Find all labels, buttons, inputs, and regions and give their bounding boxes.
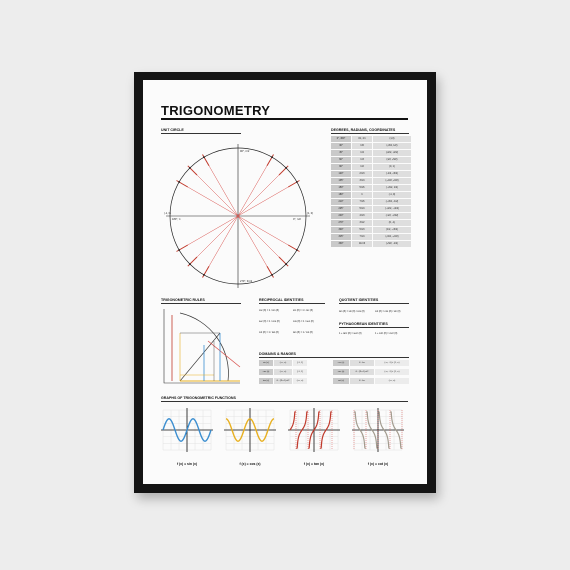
angle-point [203, 274, 205, 276]
graph-label-tan: f (x) = tan (x) [303, 462, 325, 466]
coordinate-cell: (0, 1) [373, 164, 411, 170]
graph-label-cot: f (x) = cot (x) [367, 462, 389, 466]
radian-cell: π [352, 192, 372, 198]
domain-cell: (-∞, ∞) [293, 378, 307, 384]
degrees-row [331, 185, 411, 192]
angle-ray [238, 168, 286, 216]
angle-tick [188, 166, 197, 175]
quotient-cot: cot (θ) = cos (θ) / sin (θ) [375, 310, 401, 313]
angle-point [285, 263, 287, 265]
domain-cell: (-∞, -1] ∪ [1, ∞) [375, 360, 409, 366]
graph-label-cos: f (x) = cos (x) [239, 462, 261, 466]
function-graphs [159, 402, 409, 464]
section-rule [331, 133, 409, 134]
angle-ray [179, 182, 238, 216]
degree-cell: 240° [331, 213, 351, 219]
degrees-row [331, 192, 411, 199]
coordinate-cell: (-√3/2, -1/2) [373, 199, 411, 205]
angle-point [203, 156, 205, 158]
degrees-row [331, 136, 411, 143]
domain-cell: sec (x) [333, 369, 349, 375]
section-rule [339, 327, 409, 328]
angle-point [178, 249, 180, 251]
degrees-row [331, 171, 411, 178]
degree-cell: 30° [331, 143, 351, 149]
section-rule [161, 303, 241, 304]
domain-cell: θ : kπ [350, 378, 374, 384]
coordinate-cell: (1/2, -√3/2) [373, 227, 411, 233]
quotient-heading: QUOTIENT IDENTITIES [339, 298, 379, 302]
coordinate-cell: (√2/2, -√2/2) [373, 234, 411, 240]
angle-ray [204, 216, 238, 275]
degree-cell: 135° [331, 178, 351, 184]
degrees-row [331, 234, 411, 241]
coordinate-cell: (-1/2, -√3/2) [373, 213, 411, 219]
angle-ray [190, 168, 238, 216]
angle-ray [238, 216, 272, 275]
rules-heading: TRIGONOMETRIC RULES [161, 298, 205, 302]
domain-cell: tan (x) [259, 378, 273, 384]
section-rule [339, 303, 409, 304]
domains-heading: DOMAINS & RANGES [259, 352, 296, 356]
coordinate-cell: (-1, 0) [373, 192, 411, 198]
radian-cell: 0π, 2π [352, 136, 372, 142]
angle-tick [279, 257, 288, 266]
degree-cell: 180° [331, 192, 351, 198]
angle-tick [279, 166, 288, 175]
poster [143, 80, 427, 484]
degrees-row [331, 220, 411, 227]
radian-cell: 2π/3 [352, 171, 372, 177]
pythagorean-1: 1 + tan² (θ) = sec² (θ) [339, 332, 362, 335]
identity-csc: csc (θ) = 1 / sin (θ) [259, 309, 279, 312]
angle-ray [238, 182, 297, 216]
angle-point [189, 167, 191, 169]
angle-point [271, 156, 273, 158]
label-left: 180°, π [172, 218, 181, 221]
radian-cell: π/4 [352, 150, 372, 156]
unit-circle-diagram [158, 136, 318, 296]
degrees-row [331, 157, 411, 164]
domain-cell: (-∞, -1] ∪ [1, ∞) [375, 369, 409, 375]
tan-curve [290, 412, 296, 430]
domain-cell: (-∞, ∞) [274, 369, 292, 375]
angle-ray [190, 216, 238, 264]
domain-cell: (-∞, ∞) [375, 378, 409, 384]
coordinate-cell: (-√3/2, 1/2) [373, 185, 411, 191]
degree-cell: 300° [331, 227, 351, 233]
title-rule [161, 118, 408, 120]
section-rule [259, 357, 409, 358]
domain-cell: (-∞, ∞) [274, 360, 292, 366]
trig-rules-diagram [160, 305, 244, 389]
degree-cell: 0°, 360° [331, 136, 351, 142]
angle-tick [188, 257, 197, 266]
radian-cell: 3π/2 [352, 220, 372, 226]
angle-point [178, 181, 180, 183]
degree-cell: 120° [331, 171, 351, 177]
coordinate-cell: (1/2, √3/2) [373, 157, 411, 163]
identity-cos: cos (θ) = 1 / sec (θ) [293, 320, 314, 323]
label-bottom: 270°, 3π/2 [240, 280, 253, 283]
label-right: 0°, π/2 [293, 218, 301, 221]
coordinate-cell: (-√2/2, √2/2) [373, 178, 411, 184]
degrees-heading: DEGREES, RADIANS, COORDINATES [331, 128, 396, 132]
degree-cell: 45° [331, 150, 351, 156]
coordinate-cell: (0, -1) [373, 220, 411, 226]
section-rule [259, 303, 325, 304]
radian-cell: π/3 [352, 157, 372, 163]
degree-cell: 90° [331, 164, 351, 170]
degree-cell: 315° [331, 234, 351, 240]
degrees-row [331, 150, 411, 157]
graph-label-sin: f (x) = sin (x) [176, 462, 198, 466]
section-rule [161, 133, 241, 134]
coordinate-cell: (-1/2, √3/2) [373, 171, 411, 177]
degrees-table [331, 136, 411, 256]
degrees-row [331, 143, 411, 150]
pythagorean-2: 1 + cot² (θ) = csc² (θ) [375, 332, 398, 335]
degrees-row [331, 164, 411, 171]
domains-table [259, 360, 411, 390]
degrees-row [331, 241, 411, 248]
reciprocal-heading: RECIPROCAL IDENTITIES [259, 298, 304, 302]
degree-cell: 150° [331, 185, 351, 191]
quotient-tan: tan (θ) = sin (θ) / cos (θ) [339, 310, 365, 313]
label-top: 90°, π/2 [240, 150, 250, 153]
angle-point [271, 274, 273, 276]
coord-left: (-1, 0) [164, 212, 171, 215]
angle-ray [179, 216, 238, 250]
coordinate-cell: (√3/2, -1/2) [373, 241, 411, 247]
graphs-heading: GRAPHS OF TRIGONOMETRIC FUNCTIONS [161, 396, 236, 400]
degrees-row [331, 227, 411, 234]
degree-cell: 210° [331, 199, 351, 205]
degree-cell: 225° [331, 206, 351, 212]
degree-cell: 330° [331, 241, 351, 247]
angle-point [189, 263, 191, 265]
radian-cell: 3π/4 [352, 178, 372, 184]
angle-point [296, 181, 298, 183]
domain-cell: θ : (2k+1)π/2 [274, 378, 292, 384]
domain-cell: cos (x) [259, 369, 273, 375]
domain-cell: cot (x) [333, 378, 349, 384]
coord-right: (1, 0) [307, 212, 314, 215]
degree-cell: 270° [331, 220, 351, 226]
poster-title: TRIGONOMETRY [161, 103, 271, 118]
angle-ray [238, 216, 297, 250]
degrees-row [331, 199, 411, 206]
angle-ray [238, 216, 286, 264]
radian-cell: 4π/3 [352, 213, 372, 219]
radian-cell: 5π/3 [352, 227, 372, 233]
identity-sec: sec (θ) = 1 / cos (θ) [259, 320, 280, 323]
radian-cell: 7π/4 [352, 234, 372, 240]
radian-cell: 7π/6 [352, 199, 372, 205]
degrees-row [331, 206, 411, 213]
radian-cell: 5π/4 [352, 206, 372, 212]
domain-cell: [-1, 1] [293, 369, 307, 375]
identity-sin: sin (θ) = 1 / csc (θ) [293, 309, 313, 312]
domain-cell: θ : (2k+1)π/2 [350, 369, 374, 375]
angle-ray [238, 157, 272, 216]
domain-cell: [-1, 1] [293, 360, 307, 366]
domain-cell: csc (x) [333, 360, 349, 366]
pythagorean-heading: PYTHAGOREAN IDENTITIES [339, 322, 388, 326]
radian-cell: π/6 [352, 143, 372, 149]
degrees-row [331, 213, 411, 220]
radian-cell: 11π/6 [352, 241, 372, 247]
identity-cot: cot (θ) = 1 / tan (θ) [259, 331, 279, 334]
degrees-row [331, 178, 411, 185]
domain-cell: sin (x) [259, 360, 273, 366]
identity-tan: tan (θ) = 1 / cot (θ) [293, 331, 313, 334]
unit-circle-heading: UNIT CIRCLE [161, 128, 184, 132]
angle-point [285, 167, 287, 169]
radian-cell: π/2 [352, 164, 372, 170]
domain-cell: θ : kπ [350, 360, 374, 366]
angle-point [296, 249, 298, 251]
coordinate-cell: (√3/2, 1/2) [373, 143, 411, 149]
coordinate-cell: (-√2/2, -√2/2) [373, 206, 411, 212]
coordinate-cell: (1,0) [373, 136, 411, 142]
radian-cell: 5π/6 [352, 185, 372, 191]
degree-cell: 60° [331, 157, 351, 163]
coordinate-cell: (√2/2, √2/2) [373, 150, 411, 156]
angle-ray [204, 157, 238, 216]
